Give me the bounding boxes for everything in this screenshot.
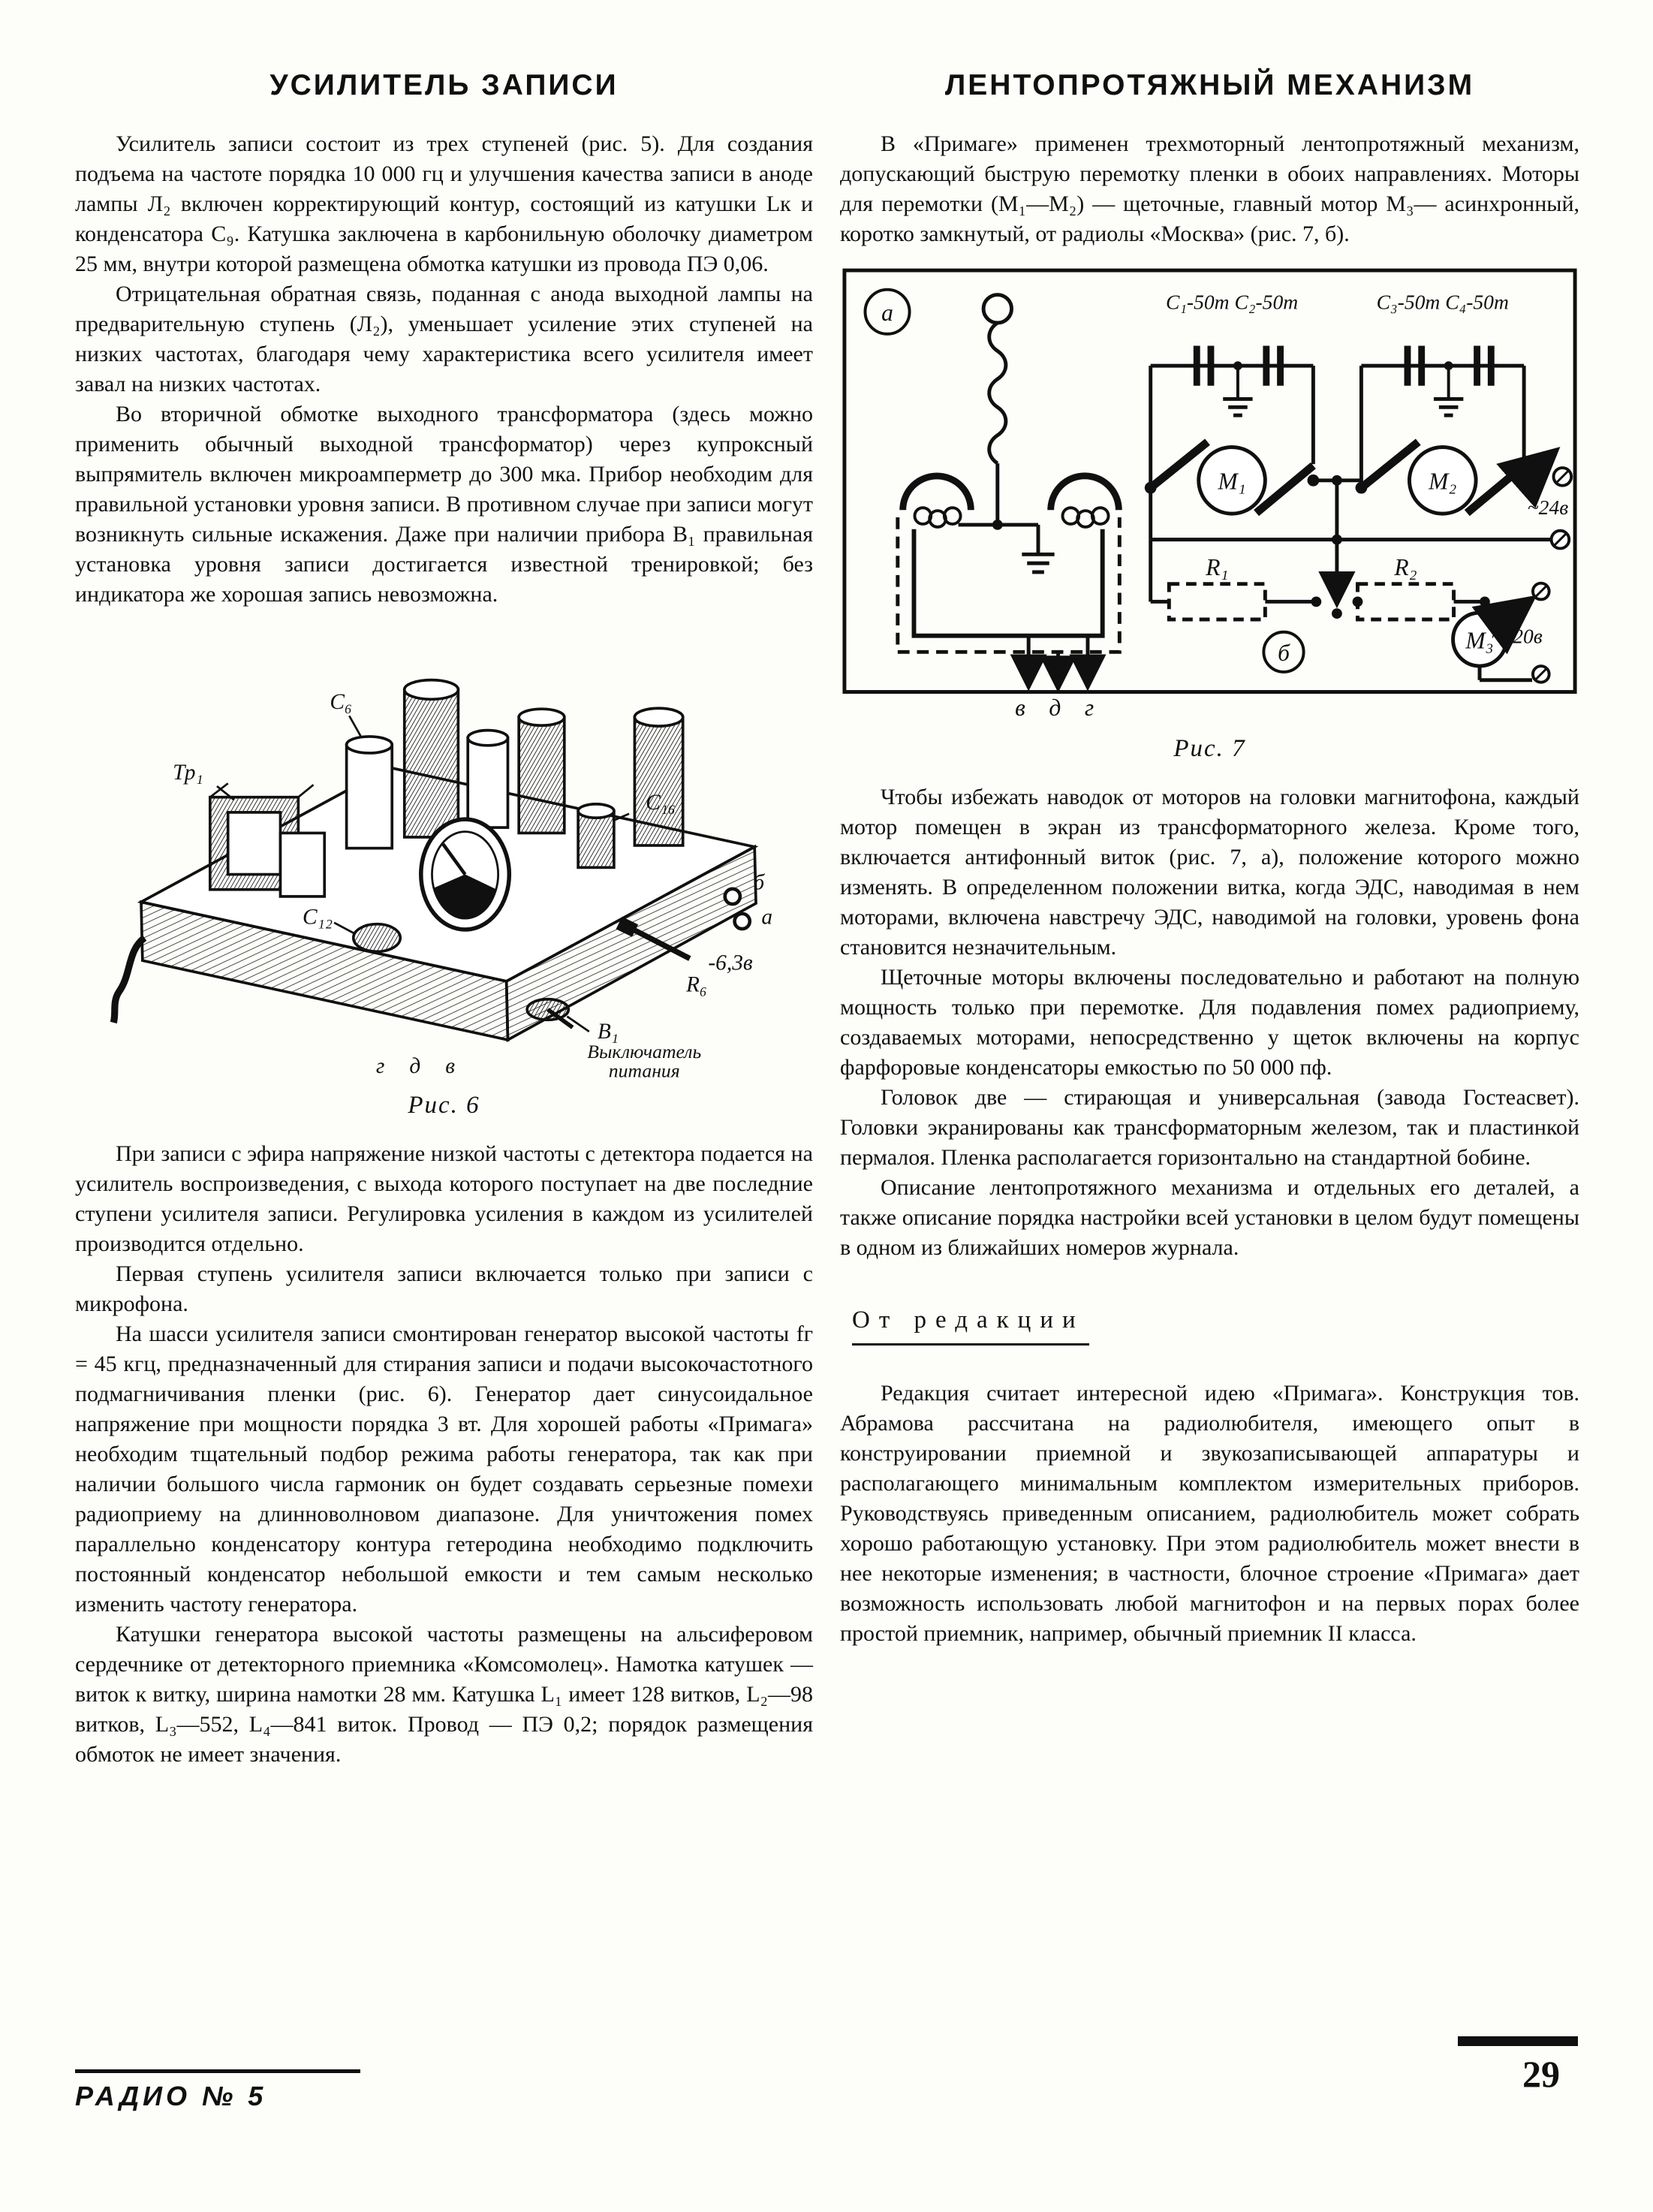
page-number-bar (1458, 2036, 1578, 2046)
footer-rule (75, 2069, 360, 2073)
resistor-r1 (1169, 584, 1265, 619)
antiphon-loop (914, 529, 1103, 636)
left-column (75, 69, 813, 1770)
figure-7-caption: Рис. 7 (1173, 735, 1246, 762)
fig6-label-switch-1: Выключатель (586, 1040, 701, 1062)
tube-right (634, 708, 682, 845)
fig6-label-switch-2: питания (608, 1059, 680, 1081)
fig6-label-v1: В₁ (597, 1020, 619, 1044)
resistor-r2 (1358, 584, 1454, 619)
supply-switch-24v (1524, 451, 1571, 485)
paragraph: Усилитель записи состоит из трех ступеней (рис. 5). Для создания подъема на частоте порядка 10 000 гц и улучшения качества записи в аноде лампы Л₂ включен корректирующий контур, состоящий из катушки Lк и конденсатора С₉. Катушка заключена в карбонильную оболочку диаметром 25 мм, внутри которой размещена обмотка катушки из провода ПЭ 0,06. (75, 131, 813, 276)
figure-6-chassis-illustration (75, 626, 813, 1120)
editorial-paragraph: Редакция считает интересной идею «Примага». Конструкция тов. Абрамова рассчитана на радиолюбителя, имеющего опыт в конструировании приемной и звукозаписывающей аппаратуры и располагающего минимальным комплектом измерительных приборов. Руководствуясь приведенным описанием, радиолюбитель может собрать хорошо работающую установку. При этом радиолюбитель может внести в нее некоторые изменения; в частности, блочное строение «Примага» дает возможность использовать любой магнитофон и на первых порах более простой приемник, например, обычный приемник II класса. (840, 1381, 1579, 1646)
fig7-label-m1: М₁ (1218, 468, 1246, 495)
paragraph: Описание лентопротяжного механизма и отдельных его деталей, а также описание порядка настройки всей установки в целом будут помещены в одном из ближайших номеров журнала. (840, 1175, 1579, 1260)
fig6-label-minus63v: -6,3в (707, 951, 753, 975)
fig6-label-c6: С₆ (329, 690, 352, 715)
journal-footer (75, 2069, 360, 2112)
fig7-label-v120: ~120в (1491, 624, 1543, 648)
fig7-label-v24: ~24в (1527, 496, 1569, 520)
wire-loop (983, 295, 1011, 323)
transformer-core (227, 812, 280, 875)
fig7-label-m2: М₂ (1429, 468, 1457, 495)
paragraph: На шасси усилителя записи смонтирован генератор высокой частоты fг = 45 кгц, предназначенный для стирания записи и подачи высокочастотного подмагничивания пленки (рис. 6). Генератор дает синусоидальное напряжение при мощности порядка 3 вт. Для хорошей работы «Примага» необходим тщательный подбор режима работы генератора, так как при наличии большого числа гармоник он будет создавать серьезные помехи радиоприему на длинноволновом диапазоне. Для уничтожения помех параллельно конденсатору контура гетеродина необходимо подключить постоянный конденсатор небольшой емкости и тем самым несколько изменить частоту генератора. (75, 1321, 813, 1617)
transformer-side-block (280, 833, 324, 896)
fig7-label-r2: R₂ (1394, 553, 1417, 580)
fig6-label-b: б (752, 870, 764, 895)
fig6-label-tr1: Тр₁ (172, 760, 203, 785)
paragraph: При записи с эфира напряжение низкой частоты с детектора подается на усилитель воспроизведения, с выхода которого поступает на две последние ступени усилителя записи. Регулировка усиления в каждом из усилителей производится отдельно. (75, 1141, 813, 1256)
editorial-heading (852, 1306, 1579, 1346)
fig6-label-c12: С₁₂ (302, 905, 333, 930)
editorial-heading-text: От редакции (852, 1306, 1089, 1346)
fig7-label-b: б (1278, 640, 1290, 667)
fig7-label-c12: С₁-50т С₂-50т (1165, 290, 1299, 314)
shield-loop-dashed (898, 517, 1120, 652)
fig7-label-r1: R₁ (1206, 553, 1229, 580)
paragraph: Чтобы избежать наводок от моторов на головки магнитофона, каждый мотор помещен в экран из трансформаторного железа. Кроме того, включается антифонный виток (рис. 7, а), положение которого можно изменять. В определенном положении витка, когда ЭДС, наводимая в нем моторами, включена навстречу ЭДС, наводимой на головки, уровень фона становится незначительным. (840, 785, 1579, 960)
terminal-a (734, 914, 749, 929)
motor2-circuit (1356, 346, 1530, 514)
tube-tall (404, 680, 458, 837)
motor1-circuit (1145, 346, 1319, 514)
twisted-pair-wire (989, 323, 1006, 463)
fig6-label-c16: С₁₆ (645, 791, 676, 815)
figure-7-circuit-diagram (840, 266, 1579, 763)
level-meter (420, 819, 509, 930)
page-number-block (1458, 2036, 1578, 2096)
fig6-label-r6: R₆ (685, 972, 707, 997)
fig7-label-a: а (881, 300, 893, 327)
paragraph: Щеточные моторы включены последовательно и работают на полную мощность только при перемотке. Для подавления помех радиоприему, создаваемых моторами, непосредственно у щеток включены на корпус фарфоровые конденсаторы емкостью по 50 000 пф. (840, 965, 1579, 1080)
left-column-title: УСИЛИТЕЛЬ ЗАПИСИ (269, 69, 619, 101)
journal-name: РАДИО № 5 (75, 2081, 267, 2111)
fig6-label-a: а (760, 905, 772, 930)
magnetic-head-right (1051, 476, 1119, 527)
paragraph: Отрицательная обратная связь, поданная с анода выходной лампы на предварительную ступень (Л₂), уменьшает усиление этих ступеней на низких частотах, благодаря чему характеристика всего усилителя имеет завал на низких частотах. (75, 282, 813, 396)
paragraph: Головок две — стирающая и универсальная (завода Гостеасвет). Головки экранированы как трансформаторным железом, так и пластинкой пермалоя. Пленка располагается горизонтально на стандартной бобине. (840, 1085, 1579, 1170)
fig7-label-c34: С₃-50т С₄-50т (1376, 290, 1509, 314)
magnetic-head-left (903, 476, 971, 527)
right-column-title: ЛЕНТОПРОТЯЖНЫЙ МЕХАНИЗМ (944, 69, 1475, 101)
tube-dark (519, 709, 565, 833)
paragraph: Катушки генератора высокой частоты размещены на альсиферовом сердечнике от детекторного приемника «Комсомолец». Намотка катушек — виток к витку, ширина намотки 28 мм. Катушка L₁ имеет 128 витков, L₂—98 витков, L₃—552, L₄—841 виток. Провод — ПЭ 0,2; порядок размещения обмоток не имеет значения. (75, 1622, 813, 1767)
coil-c12 (353, 924, 399, 952)
terminal-b (724, 889, 739, 904)
fig6-label-bottom: г д в (375, 1053, 465, 1078)
paragraph: Первая ступень усилителя записи включается только при записи с микрофона. (75, 1261, 813, 1316)
page-number: 29 (1522, 2053, 1560, 2095)
figure-6-caption: Рис. 6 (408, 1092, 480, 1119)
tube-mid (468, 731, 507, 827)
paragraph: В «Примаге» применен трехмоторный лентопротяжный механизм, допускающий быструю перемотку пленки в обоих направлениях. Моторы для перемотки (М₁—М₂) — щеточные, главный мотор М₃— асинхронный, коротко замкнутый, от радиолы «Москва» (рис. 7, б). (840, 131, 1579, 246)
fig7-label-m3: М₃ (1465, 627, 1494, 654)
fig7-label-bottom: в д г (1015, 695, 1103, 722)
figure-7-drawing (840, 266, 1579, 725)
right-column (840, 69, 1579, 1770)
ground-symbol-a (1022, 525, 1054, 572)
figure-6-drawing (107, 626, 782, 1081)
capacitor-c16 (578, 804, 614, 867)
paragraph: Во вторичной обмотке выходного трансформатора (здесь можно применить обычный выходной трансформатор) через купроксный выпрямитель включен микроамперметр до 300 мка. Прибор необходим для правильной установки уровня записи. В противном случае при записи могут возникнуть сильные искажения. Даже при наличии прибора В₁ правильная установка уровня записи достигается известной тренировкой; без индикатора же хорошая запись невозможна. (75, 402, 813, 607)
capacitor-c6 (346, 737, 392, 848)
power-cable (113, 938, 144, 1023)
